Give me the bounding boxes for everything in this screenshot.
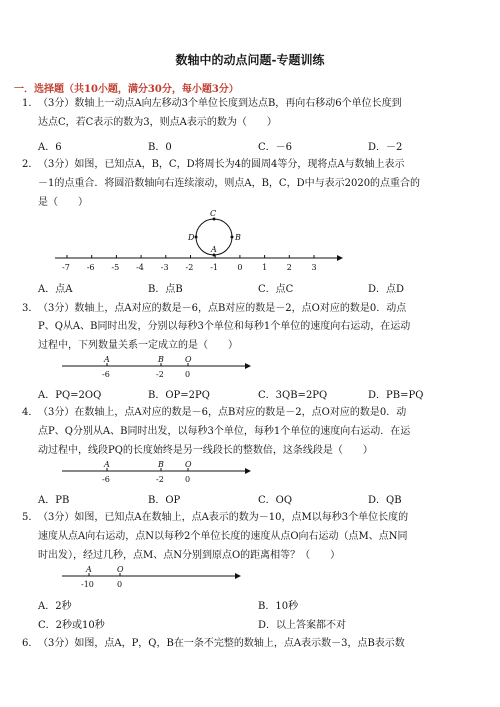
tick-label: 3 <box>311 263 317 272</box>
option-d[interactable]: D．以上答案都不对 <box>258 620 347 631</box>
option-c[interactable]: C．－6 <box>258 142 293 153</box>
tick-label: -3 <box>160 263 169 272</box>
tick-label: 2 <box>286 263 292 272</box>
option-a[interactable]: A．PB <box>38 495 70 506</box>
tick-label: -5 <box>111 263 120 272</box>
question-text-line: P、Q从A、B同时出发，分别以每秒3个单位和每秒1个单位的速度向右运动，在运动 <box>38 321 411 332</box>
option-c[interactable]: C．点C <box>258 284 294 295</box>
page-title: 数轴中的动点问题-专题训练 <box>175 53 325 67</box>
question-text-line: （3分）数轴上，点A对应的数是－6，点B对应的数是－2，点O对应的数是0．动点 <box>38 303 407 314</box>
point-label-o: O <box>185 460 192 469</box>
tick-label: -6 <box>86 263 95 272</box>
option-a[interactable]: A．点A <box>38 284 73 295</box>
tick-label: 0 <box>185 370 191 379</box>
option-b[interactable]: B．OP <box>148 495 181 506</box>
point-label-c: C <box>210 209 217 218</box>
tick-label: -4 <box>136 263 144 272</box>
tick-label: 0 <box>237 263 243 272</box>
point-label-b: B <box>158 355 164 364</box>
option-c[interactable]: C．3QB=2PQ <box>258 390 328 401</box>
option-b[interactable]: B．10秒 <box>258 601 299 612</box>
figure-number-line-circle <box>55 209 345 282</box>
option-d[interactable]: D．－2 <box>368 142 403 153</box>
point-label-a: A <box>104 460 110 469</box>
tick-label: -2 <box>156 370 164 379</box>
point-label-d: D <box>188 233 195 242</box>
point-label-a: A <box>86 565 92 574</box>
tick-label: -2 <box>185 263 194 272</box>
question-text-line: （3分）如图，已知点A在数轴上，点A表示的数为－10，点M以每秒3个单位长度的 <box>38 512 409 523</box>
figure-number-line <box>62 354 262 384</box>
question-text-line: （3分）在数轴上，点A对应的数是－6，点B对应的数是－2，点O对应的数是0．动 <box>38 407 407 418</box>
question-number: 6． <box>22 638 39 649</box>
question-number: 5． <box>22 512 39 523</box>
tick-label: -10 <box>81 580 94 589</box>
question-number: 2． <box>22 159 39 170</box>
figure-number-line <box>62 564 262 594</box>
point-label-a: A <box>104 355 110 364</box>
tick-label: -6 <box>102 475 110 484</box>
tick-label: 0 <box>185 475 191 484</box>
figure-number-line <box>62 459 262 489</box>
option-b[interactable]: B．0 <box>148 142 172 153</box>
point-label-b: B <box>158 460 164 469</box>
question-number: 3． <box>22 303 39 314</box>
question-number: 1． <box>22 98 39 109</box>
option-a[interactable]: A．2秒 <box>38 601 72 612</box>
option-c[interactable]: C．2秒或10秒 <box>38 620 105 631</box>
question-text-line: （3分）如图，已知点A，B，C，D将周长为4的圆周4等分，现将点A与数轴上表示 <box>38 159 405 170</box>
option-d[interactable]: D．点D <box>368 284 405 295</box>
point-label-o: O <box>117 565 124 574</box>
option-b[interactable]: B．点B <box>148 284 183 295</box>
tick-label: -2 <box>156 475 164 484</box>
tick-label: -6 <box>102 370 110 379</box>
question-number: 4． <box>22 407 39 418</box>
question-text-line: 过程中，下列数量关系一定成立的是（ ） <box>38 340 238 351</box>
question-text-line: （3分）如图，点A，P，Q，B在一条不完整的数轴上，点A表示数－3，点B表示数 <box>38 638 405 649</box>
question-text-line: 点P、Q分别从A、B同时出发，以每秒3个单位，每秒1个单位的速度向右运动．在运 <box>38 426 411 437</box>
question-text-line: 速度从点A向右运动，点N以每秒2个单位长度的速度从点O向右运动（点M、点N同 <box>38 531 408 542</box>
question-text-line: （3分）数轴上一动点A向左移动3个单位长度到达点B，再向右移动6个单位长度到 <box>38 98 402 109</box>
option-d[interactable]: D．QB <box>368 495 402 506</box>
tick-label: 1 <box>262 263 268 272</box>
question-text-line: 时出发），经过几秒，点M、点N分别到原点O的距离相等？（ ） <box>38 550 341 561</box>
question-text-line: 达点C，若C表示的数为3，则点A表示的数为（ ） <box>38 117 277 128</box>
tick-label: -1 <box>210 263 218 272</box>
point-label-o: O <box>185 355 192 364</box>
option-d[interactable]: D．PB=PQ <box>368 390 424 401</box>
option-a[interactable]: A．6 <box>38 142 62 153</box>
option-a[interactable]: A．PQ=2OQ <box>38 390 102 401</box>
tick-label: 0 <box>117 580 123 589</box>
option-b[interactable]: B．OP=2PQ <box>148 390 210 401</box>
section-heading: 一．选择题（共10小题，满分30分，每小题3分） <box>14 84 239 95</box>
point-label-b: B <box>235 233 241 242</box>
question-text-line: －1的点重合．将圆沿数轴向右连续滚动，则点A，B，C，D中与表示2020的点重合的 <box>38 178 421 189</box>
tick-label: -7 <box>62 263 70 272</box>
question-text-line: 动过程中，线段PQ的长度始终是另一线段长的整数倍，这条线段是（ ） <box>38 445 373 456</box>
question-text-line: 是（ ） <box>38 197 88 208</box>
point-label-a: A <box>211 245 217 254</box>
option-c[interactable]: C．OQ <box>258 495 293 506</box>
